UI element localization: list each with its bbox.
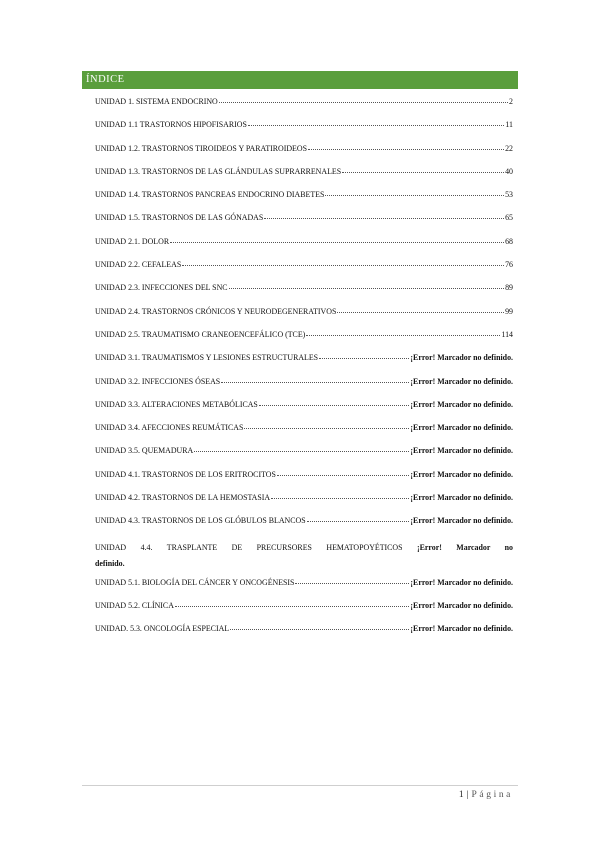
toc-entry-label: UNIDAD 2.3. INFECCIONES DEL SNC <box>95 283 228 293</box>
toc-entry-page: 2 <box>509 97 513 106</box>
toc-entry-label: UNIDAD 5.1. BIOLOGÍA DEL CÁNCER Y ONCOGÉNESIS <box>95 577 295 587</box>
footer-separator: | <box>466 790 469 800</box>
toc-entry[interactable] <box>95 119 513 142</box>
toc-entry-label: UNIDAD 1.4. TRASTORNOS PANCREAS ENDOCRINO DIABETES <box>95 190 325 200</box>
toc-leader-dots <box>325 188 504 196</box>
page-word: Página <box>471 790 513 800</box>
toc-heading: ÍNDICE <box>82 71 518 89</box>
toc-entry[interactable] <box>95 236 513 259</box>
toc-entry[interactable] <box>95 399 513 422</box>
toc-entry-label: UNIDAD 4.4. TRASPLANTE DE PRECURSORES HEMATOPOYÉTICOS <box>95 542 403 552</box>
toc-entry-page: ¡Error! Marcador no definido. <box>410 423 513 433</box>
toc-leader-dots <box>306 328 500 336</box>
toc-entry-page: ¡Error! Marcador no definido. <box>410 600 513 610</box>
toc-leader-dots <box>248 118 505 126</box>
toc-entry-label: UNIDAD 2.4. TRASTORNOS CRÓNICOS Y NEURODEGENERATIVOS <box>95 306 337 316</box>
toc-leader-dots <box>264 211 504 219</box>
toc-entry-page: ¡Error! Marcador no <box>417 542 514 552</box>
toc-entry[interactable] <box>95 623 513 646</box>
toc-leader-dots <box>271 491 409 499</box>
toc-entry-label: UNIDAD 2.1. DOLOR <box>95 236 170 246</box>
toc-leader-dots <box>259 398 410 406</box>
toc-entry-label: UNIDAD 1.1 TRASTORNOS HIPOFISARIOS <box>95 120 247 130</box>
toc-entry-page: 40 <box>505 166 513 176</box>
toc-entry-page: ¡Error! Marcador no definido. <box>410 577 513 587</box>
page-number: 1 <box>458 790 464 800</box>
toc-entry-page: 53 <box>505 190 513 200</box>
toc-leader-dots <box>342 165 504 173</box>
toc-entry-page: ¡Error! Marcador no definido. <box>410 399 513 409</box>
toc-leader-dots <box>219 95 508 103</box>
toc-entry-page: 68 <box>505 236 513 246</box>
toc-leader-dots <box>182 258 504 266</box>
toc-entry-label: UNIDAD 3.5. QUEMADURA <box>95 446 194 456</box>
toc-leader-dots <box>230 622 409 630</box>
toc-leader-dots <box>244 421 409 429</box>
toc-leader-dots <box>229 281 505 289</box>
toc-list <box>95 96 513 647</box>
toc-entry-page: ¡Error! Marcador no definido. <box>410 469 513 479</box>
toc-entry-label: UNIDAD 3.2. INFECCIONES ÓSEAS <box>95 376 221 386</box>
toc-entry[interactable] <box>95 189 513 212</box>
toc-entry-page-continuation: definido. <box>95 558 125 568</box>
toc-leader-dots <box>307 514 410 522</box>
toc-entry-label: UNIDAD 3.3. ALTERACIONES METABÓLICAS <box>95 399 258 409</box>
toc-entry-label: UNIDAD 1.3. TRASTORNOS DE LAS GLÁNDULAS SUPRARRENALES <box>95 166 342 176</box>
page-footer <box>459 790 513 800</box>
toc-entry-label: UNIDAD 2.5. TRAUMATISMO CRANEOENCEFÁLICO (TCE) <box>95 329 306 339</box>
toc-entry-label: UNIDAD 4.2. TRASTORNOS DE LA HEMOSTASIA <box>95 493 271 503</box>
toc-entry[interactable] <box>95 539 513 556</box>
toc-entry[interactable] <box>95 306 513 329</box>
toc-leader-dots <box>308 142 504 150</box>
toc-entry-label: UNIDAD 4.3. TRASTORNOS DE LOS GLÓBULOS BLANCOS <box>95 516 306 526</box>
toc-entry-label: UNIDAD 4.1. TRASTORNOS DE LOS ERITROCITOS <box>95 469 276 479</box>
toc-entry[interactable] <box>95 166 513 189</box>
toc-entry[interactable] <box>95 515 513 538</box>
toc-entry-label: UNIDAD 3.4. AFECCIONES REUMÁTICAS <box>95 423 244 433</box>
toc-entry[interactable] <box>95 212 513 235</box>
toc-leader-dots <box>170 235 504 243</box>
toc-leader-dots <box>277 468 410 476</box>
toc-entry-page: ¡Error! Marcador no definido. <box>410 493 513 503</box>
toc-entry[interactable] <box>95 282 513 305</box>
toc-entry-page: ¡Error! Marcador no definido. <box>410 516 513 526</box>
toc-entry-label: UNIDAD 1. SISTEMA ENDOCRINO <box>95 97 218 106</box>
toc-entry-label: UNIDAD 3.1. TRAUMATISMOS Y LESIONES ESTRUCTURALES <box>95 353 319 363</box>
toc-entry-page: 76 <box>505 260 513 270</box>
toc-entry-label: UNIDAD 1.5. TRASTORNOS DE LAS GÓNADAS <box>95 213 264 223</box>
toc-entry-label: UNIDAD. 5.3. ONCOLOGÍA ESPECIAL <box>95 624 230 634</box>
toc-entry-label: UNIDAD 2.2. CEFALEAS <box>95 260 182 270</box>
toc-entry[interactable] <box>95 577 513 600</box>
toc-entry-label: UNIDAD 1.2. TRASTORNOS TIROIDEOS Y PARATIROIDEOS <box>95 143 307 153</box>
toc-entry[interactable] <box>95 143 513 166</box>
toc-leader-dots <box>337 305 504 313</box>
toc-entry[interactable] <box>95 469 513 492</box>
toc-entry[interactable] <box>95 259 513 282</box>
toc-entry[interactable] <box>95 600 513 623</box>
toc-entry-page: 99 <box>505 306 513 316</box>
toc-leader-dots <box>319 351 409 359</box>
toc-entry[interactable] <box>95 492 513 515</box>
toc-leader-dots <box>221 375 409 383</box>
toc-entry-page: 11 <box>505 120 513 130</box>
toc-entry-page: 65 <box>505 213 513 223</box>
toc-entry-page: 89 <box>505 283 513 293</box>
toc-entry-label: UNIDAD 5.2. CLÍNICA <box>95 600 174 610</box>
toc-entry-page: ¡Error! Marcador no definido. <box>410 353 513 363</box>
toc-entry-page: ¡Error! Marcador no definido. <box>410 624 513 634</box>
toc-entry-page: 114 <box>501 329 513 339</box>
toc-entry[interactable] <box>95 96 513 119</box>
toc-leader-dots <box>175 599 410 607</box>
toc-entry[interactable] <box>95 352 513 375</box>
toc-entry-page: ¡Error! Marcador no definido. <box>410 376 513 386</box>
toc-entry[interactable] <box>95 376 513 399</box>
toc-leader-dots <box>295 576 409 584</box>
toc-leader-dots <box>194 444 409 452</box>
toc-entry[interactable] <box>95 329 513 352</box>
toc-entry-page: ¡Error! Marcador no definido. <box>410 446 513 456</box>
toc-entry[interactable] <box>95 445 513 468</box>
toc-entry-page: 22 <box>505 143 513 153</box>
footer-divider <box>82 785 518 786</box>
toc-entry[interactable] <box>95 422 513 445</box>
